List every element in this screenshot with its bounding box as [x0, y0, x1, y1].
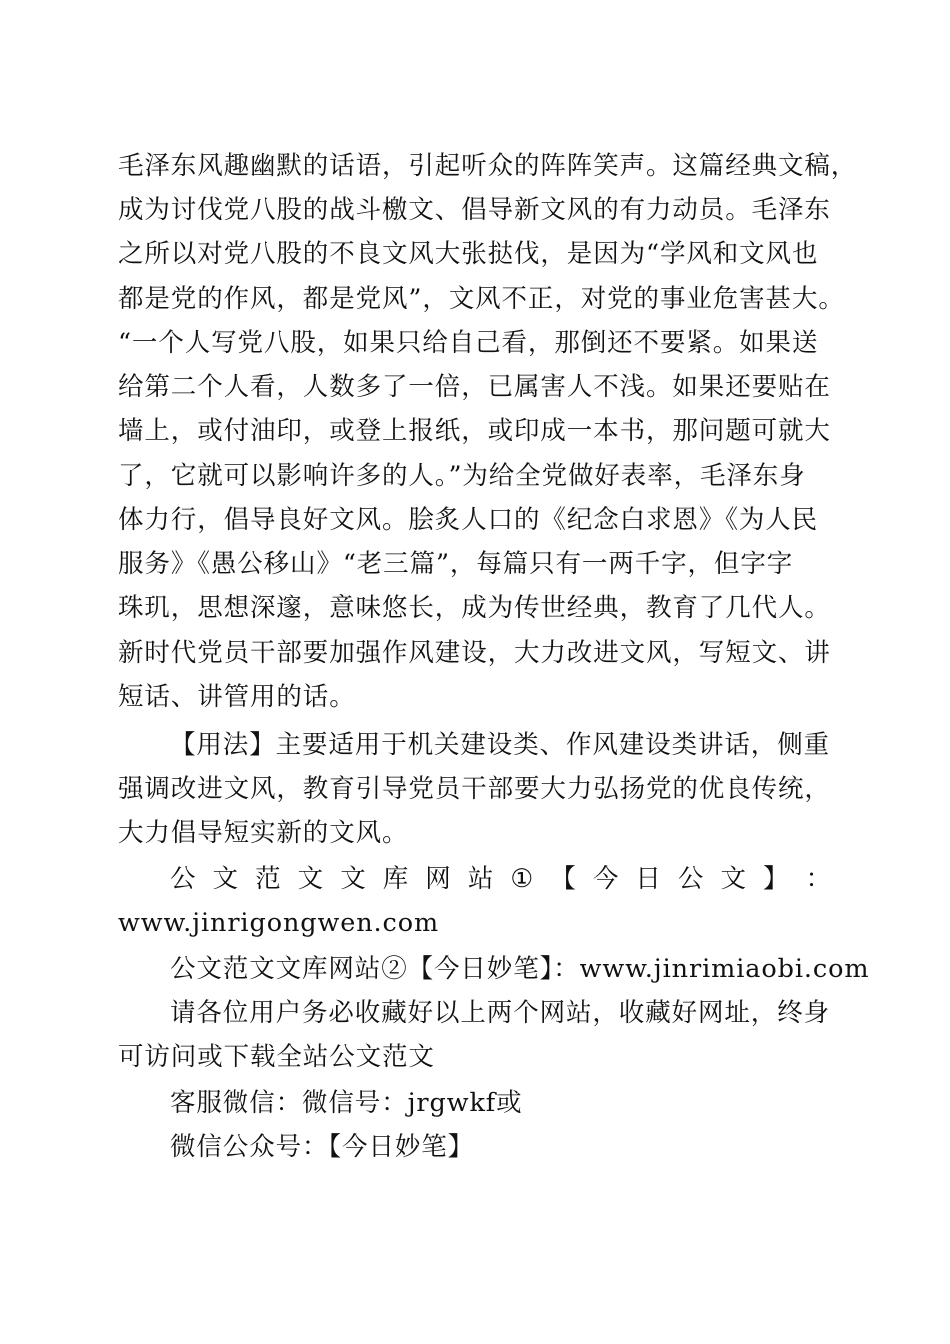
site2-line[interactable]: 公文范文文库网站②【今日妙笔】：www.jinrimiaobi.com [170, 954, 870, 984]
site1-char: 站 [467, 864, 495, 894]
paragraph-line: 体力行，倡导良好文风。脍炙人口的《纪念白求恩》《为人民 [118, 505, 819, 535]
paragraph-line: 毛泽东风趣幽默的话语，引起听众的阵阵笑声。这篇经典文稿， [118, 151, 858, 181]
paragraph-line: 珠玑，思想深邃，意味悠长，成为传世经典，教育了几代人。 [118, 593, 831, 623]
official-account-line: 微信公众号：【今日妙笔】 [170, 1132, 475, 1162]
paragraph-line: 给第二个人看，人数多了一倍，已属害人不浅。如果还要贴在 [118, 372, 831, 402]
paragraph-line: 服务》《愚公移山》“老三篇”，每篇只有一两千字，但字字 [118, 549, 794, 579]
site1-line [170, 863, 832, 895]
paragraph-line: “一个人写党八股，如果只给自己看，那倒还不要紧。如果送 [118, 328, 819, 358]
paragraph-line: 之所以对党八股的不良文风大张挞伐，是因为“学风和文风也 [118, 239, 819, 269]
paragraph-line: 了，它就可以影响许多的人。”为给全党做好表率，毛泽东身 [118, 461, 806, 491]
paragraph-line: 都是党的作风，都是党风”，文风不正，对党的事业危害甚大。 [118, 284, 845, 314]
usage-line: 大力倡导短实新的文风。 [118, 818, 409, 848]
usage-line: 【用法】主要适用于机关建设类、作风建设类讲话，侧重 [170, 730, 831, 760]
site1-char: 】 [763, 864, 790, 894]
site1-char: 文 [340, 864, 367, 894]
usage-line: 强调改进文风，教育引导党员干部要大力弘扬党的优良传统， [118, 774, 831, 804]
site1-char: 公 [677, 864, 705, 894]
site1-char: 文 [297, 864, 325, 894]
site1-char: 公 [170, 864, 197, 894]
site1-url[interactable]: www.jinrigongwen.com [118, 908, 440, 938]
notice-line: 请各位用户务必收藏好以上两个网站，收藏好网址，终身 [170, 998, 831, 1028]
paragraph-line: 新时代党员干部要加强作风建设，大力改进文风，写短文、讲 [118, 638, 831, 668]
site1-char: ① [510, 864, 535, 894]
site1-char: 日 [635, 864, 662, 894]
site1-char: 网 [425, 864, 452, 894]
site1-char: 范 [255, 864, 282, 894]
site1-char: ： [805, 864, 832, 894]
site1-char: 库 [382, 864, 410, 894]
paragraph-line: 成为讨伐党八股的战斗檄文、倡导新文风的有力动员。毛泽东 [118, 195, 831, 225]
notice-line: 可访问或下载全站公文范文 [118, 1042, 435, 1072]
paragraph-line: 墙上，或付油印，或登上报纸，或印成一本书，那问题可就大 [118, 416, 831, 446]
paragraph-line: 短话、讲管用的话。 [118, 682, 356, 712]
site1-char: 今 [592, 864, 620, 894]
site1-char: 【 [550, 864, 577, 894]
site1-char: 文 [212, 864, 239, 894]
wechat-line: 客服微信：微信号：jrgwkf或 [170, 1088, 523, 1118]
site1-char: 文 [720, 864, 747, 894]
